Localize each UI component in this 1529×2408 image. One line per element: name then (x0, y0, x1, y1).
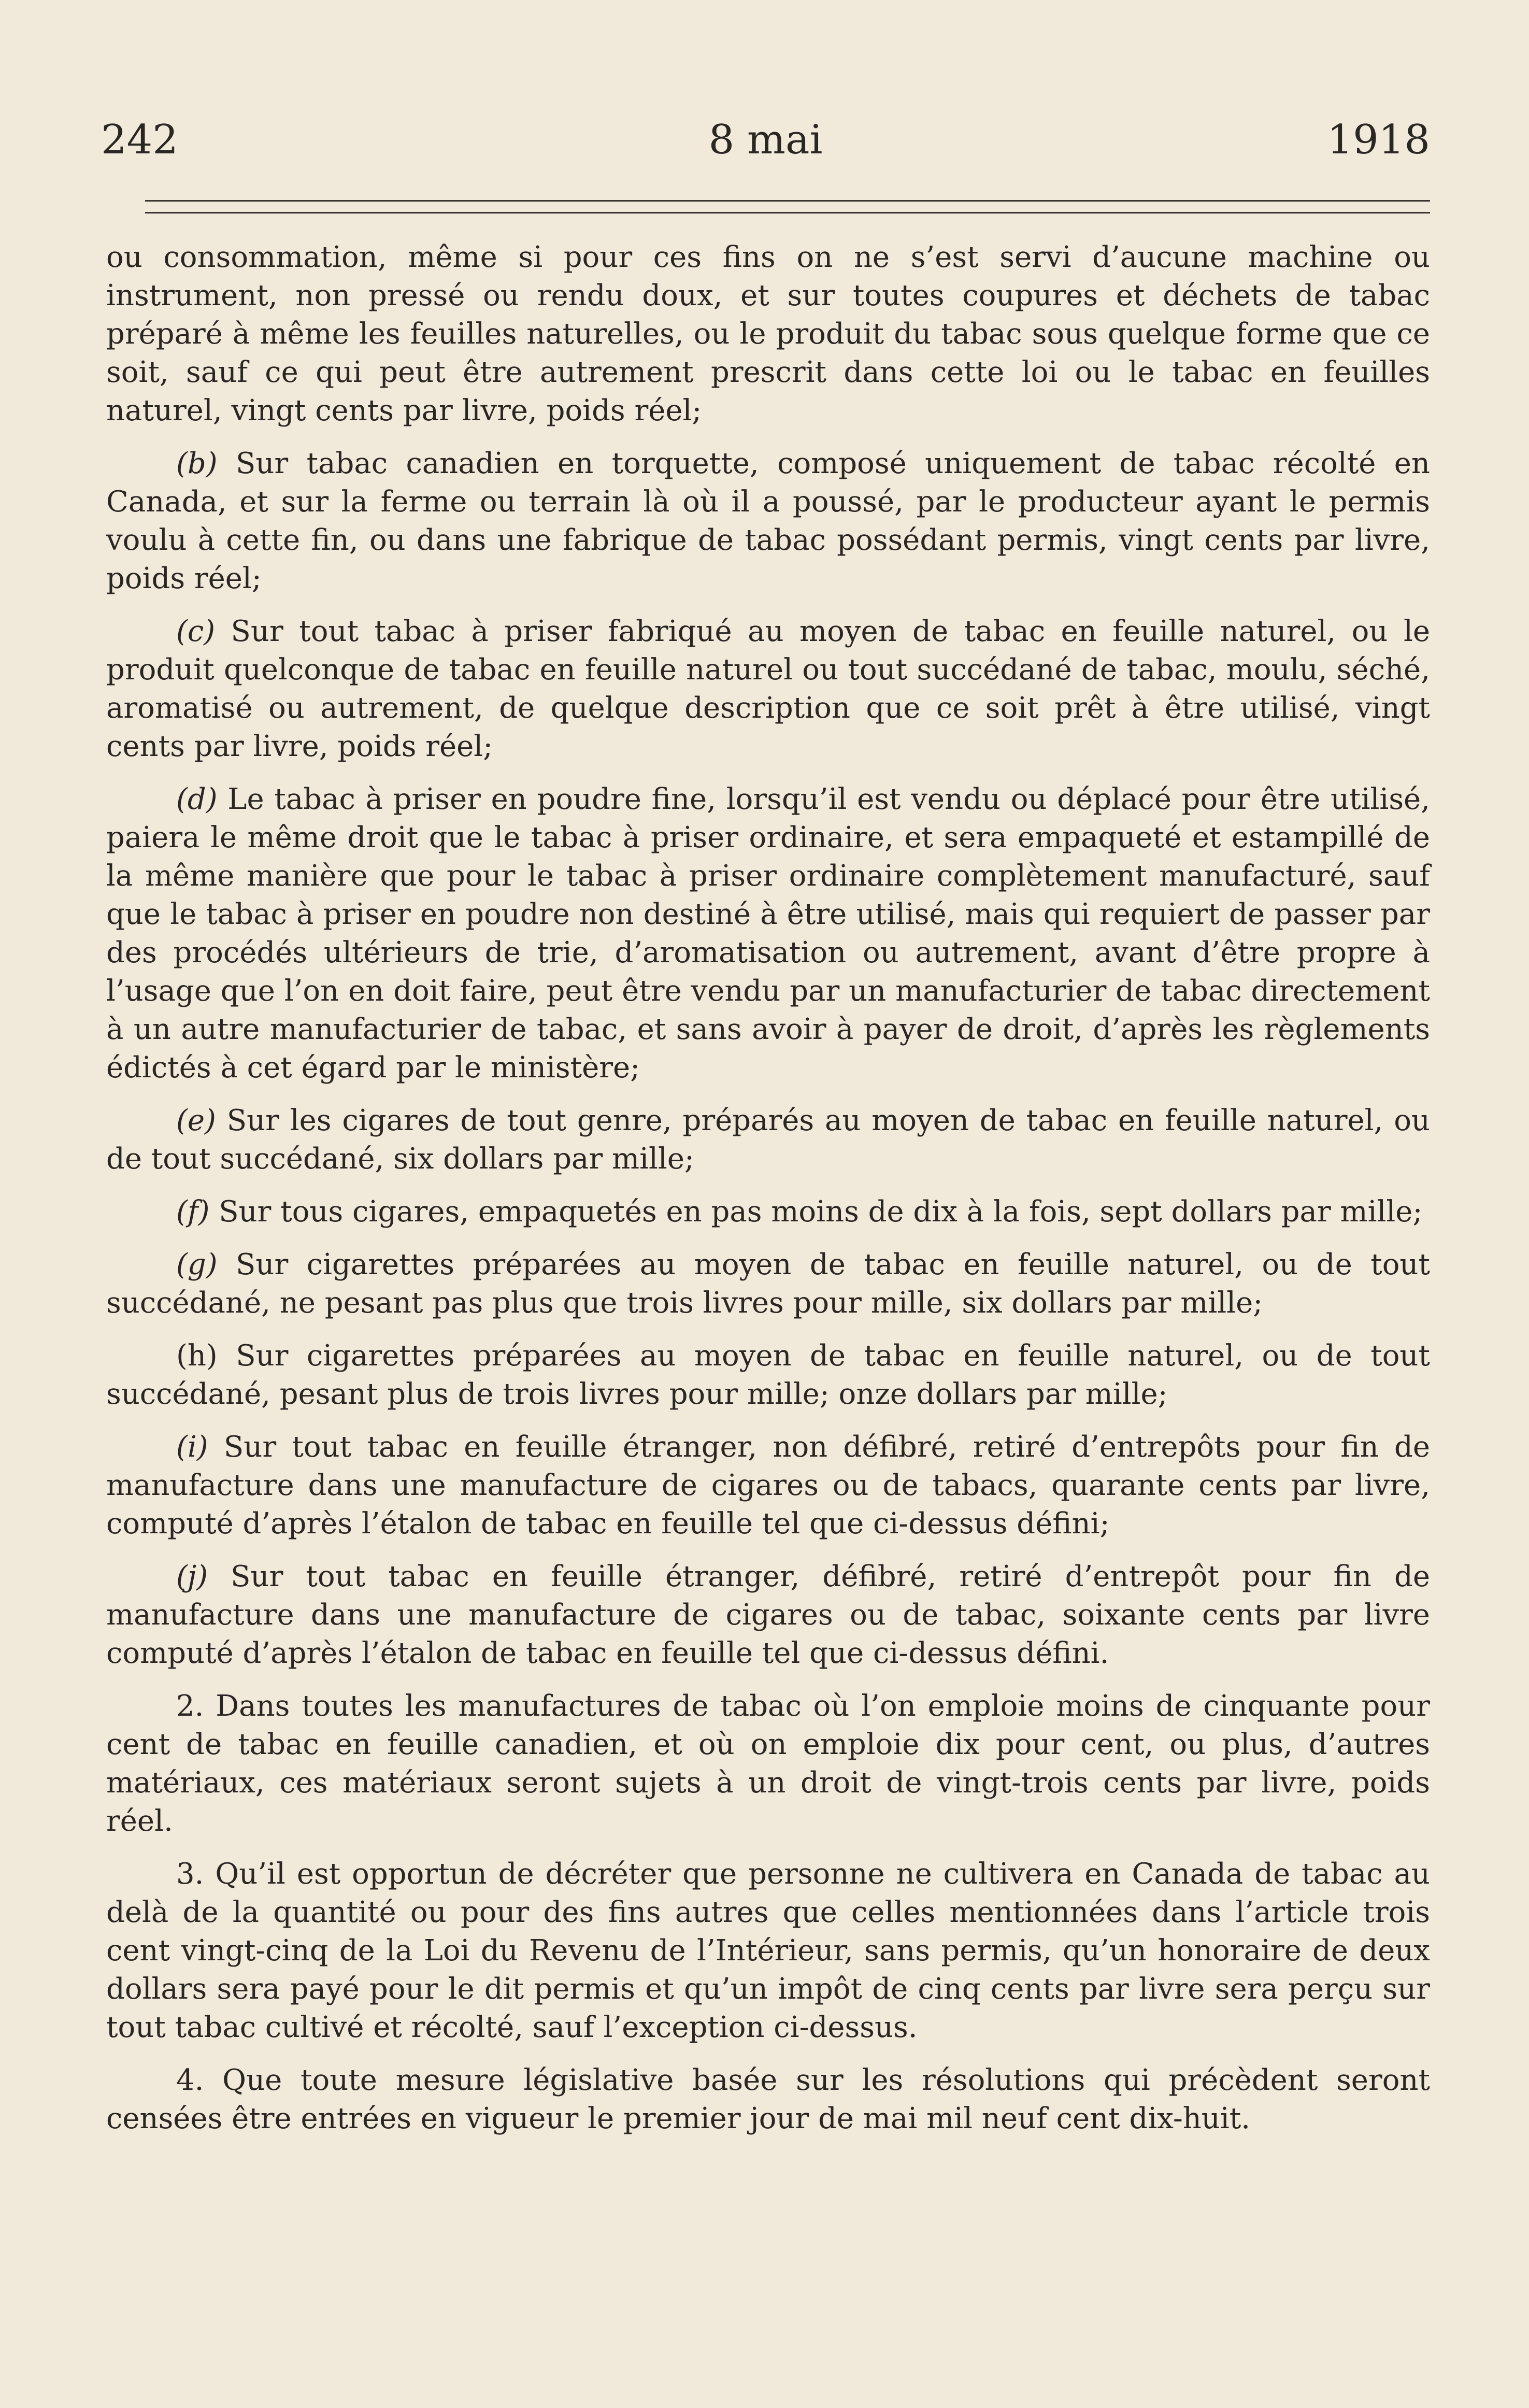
clause-label: (j) (176, 1560, 208, 1593)
header-double-rule (145, 200, 1430, 213)
clause-label: (g) (176, 1248, 218, 1281)
clause-text: Sur cigarettes préparées au moyen de tabac en feuille naturel, ou de tout succédané, pesant plus de trois livres pour mille; onze dollars par mille; (106, 1339, 1430, 1411)
section-text: 4. Que toute mesure législative basée sur les résolutions qui précèdent seront censées être entrées en vigueur le premier jour de mai mil neuf cent dix-huit. (106, 2063, 1430, 2135)
clause-text: Le tabac à priser en poudre fine, lorsqu’il est vendu ou déplacé pour être utilisé, paiera le même droit que le tabac à priser ordinaire, et sera empaqueté et estampillé de la même manière que pour le tabac à priser ordinaire complètement manufacturé, sauf que le tabac à priser en poudre non destiné à être utilisé, mais qui requiert de passer par des procédés ultérieurs de trie, d’aromatisation ou autrement, avant d’être propre à l’usage que l’on en doit faire, peut être vendu par un manufacturier de tabac directement à un autre manufacturier de tabac, et sans avoir à payer de droit, d’après les règlements édictés à cet égard par le ministère; (106, 782, 1430, 1085)
clause-b (106, 445, 1430, 598)
page-date: 8 mai (708, 117, 823, 163)
clause-g (106, 1246, 1430, 1322)
clause-label: (b) (176, 447, 218, 480)
clause-text: Sur tout tabac à priser fabriqué au moyen de tabac en feuille naturel, ou le produit quelconque de tabac en feuille naturel ou tout succédané de tabac, moulu, séché, aromatisé ou autrement, de quelque description que ce soit prêt à être utilisé, vingt cents par livre, poids réel; (106, 615, 1430, 763)
document-body (106, 238, 1430, 2153)
clause-c (106, 612, 1430, 766)
clause-label: (i) (176, 1430, 208, 1464)
page-year: 1918 (1327, 117, 1430, 163)
clause-text: Sur les cigares de tout genre, préparés au moyen de tabac en feuille naturel, ou de tout succédané, six dollars par mille; (106, 1104, 1430, 1176)
section-text: 2. Dans toutes les manufactures de tabac où l’on emploie moins de cinquante pour cent de tabac en feuille canadien, et où on emploie dix pour cent, ou plus, d’autres matériaux, ces matériaux seront sujets à un droit de vingt-trois cents par livre, poids réel. (106, 1689, 1430, 1838)
section-3 (106, 1855, 1430, 2047)
clause-text: Sur tous cigares, empaquetés en pas moins de dix à la fois, sept dollars par mille; (219, 1195, 1423, 1229)
clause-text: Sur tabac canadien en torquette, composé uniquement de tabac récolté en Canada, et sur la ferme ou terrain là où il a poussé, par le producteur ayant le permis voulu à cette fin, ou dans une fabrique de tabac possédant permis, vingt cents par livre, poids réel; (106, 447, 1430, 595)
clause-label: (h) (176, 1339, 218, 1373)
page-number: 242 (101, 117, 178, 163)
clause-label: (e) (176, 1104, 216, 1137)
clause-label: (f) (176, 1195, 210, 1229)
clause-text: Sur tout tabac en feuille étranger, défibré, retiré d’entrepôt pour fin de manufacture dans une manufacture de cigares ou de tabac, soixante cents par livre computé d’après l’étalon de tabac en feuille tel que ci-dessus défini. (106, 1560, 1430, 1670)
paragraph-continuation (106, 238, 1430, 430)
clause-label: (c) (176, 615, 216, 648)
clause-d (106, 780, 1430, 1087)
section-text: 3. Qu’il est opportun de décréter que personne ne cultivera en Canada de tabac au delà de la quantité ou pour des fins autres que celles mentionnées dans l’article trois cent vingt-cinq de la Loi du Revenu de l’Intérieur, sans permis, qu’un honoraire de deux dollars sera payé pour le dit permis et qu’un impôt de cinq cents par livre sera perçu sur tout tabac cultivé et récolté, sauf l’exception ci-dessus. (106, 1857, 1430, 2044)
clause-text: Sur cigarettes préparées au moyen de tabac en feuille naturel, ou de tout succédané, ne pesant pas plus que trois livres pour mille, six dollars par mille; (106, 1248, 1430, 1320)
clause-e (106, 1102, 1430, 1178)
clause-text: Sur tout tabac en feuille étranger, non défibré, retiré d’entrepôts pour fin de manufacture dans une manufacture de cigares ou de tabacs, quarante cents par livre, computé d’après l’étalon de tabac en feuille tel que ci-dessus défini; (106, 1430, 1430, 1541)
section-2 (106, 1687, 1430, 1841)
clause-f (106, 1193, 1430, 1231)
clause-h (106, 1337, 1430, 1414)
clause-label: (d) (176, 782, 218, 816)
clause-i (106, 1428, 1430, 1543)
section-4 (106, 2061, 1430, 2138)
clause-j (106, 1558, 1430, 1673)
page-header (101, 111, 1430, 168)
paragraph-text: ou consommation, même si pour ces fins on ne s’est servi d’aucune machine ou instrument, non pressé ou rendu doux, et sur toutes coupures et déchets de tabac préparé à même les feuilles naturelles, ou le produit du tabac sous quelque forme que ce soit, sauf ce qui peut être autrement prescrit dans cette loi ou le tabac en feuilles naturel, vingt cents par livre, poids réel; (106, 240, 1430, 428)
